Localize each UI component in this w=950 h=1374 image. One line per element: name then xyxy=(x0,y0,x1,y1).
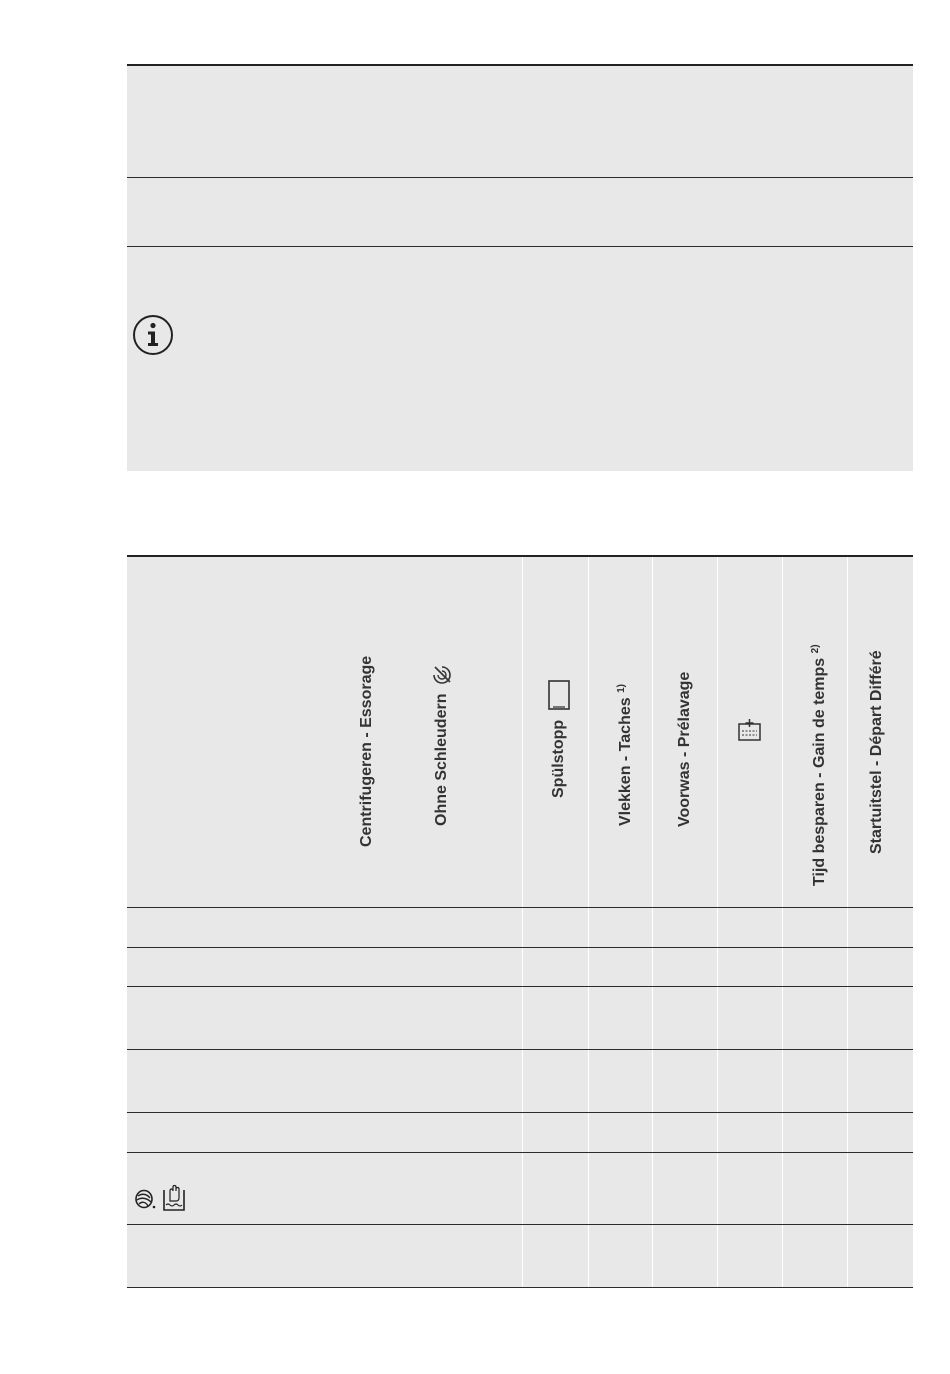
option-table-top-rule xyxy=(127,555,913,557)
header-time-save: Tijd besparen - Gain de temps $^{2)}$ xyxy=(810,644,828,886)
extra-rinse-icon xyxy=(737,717,763,743)
column-divider xyxy=(652,556,653,1287)
no-spin-icon xyxy=(432,665,452,685)
info-icon xyxy=(131,313,175,357)
table-row xyxy=(127,948,913,986)
table-rule xyxy=(127,1152,913,1153)
table-row xyxy=(127,908,913,947)
table-row xyxy=(127,1050,913,1112)
header-spin: Centrifugeren - Essorage xyxy=(358,655,375,847)
table-row xyxy=(127,1113,913,1152)
option-table-header xyxy=(127,556,913,907)
table-rule xyxy=(127,1049,913,1050)
table-rule xyxy=(127,1224,913,1225)
column-divider xyxy=(717,556,718,1287)
upper-table-row xyxy=(127,178,913,246)
header-prewash: Voorwas - Prélavage xyxy=(676,671,693,827)
header-rinse-hold: Spülstopp xyxy=(548,680,570,798)
column-divider xyxy=(782,556,783,1287)
table-rule xyxy=(127,986,913,987)
column-divider xyxy=(522,556,523,1287)
table-row xyxy=(127,1153,913,1224)
header-no-spin: Ohne Schleudern xyxy=(432,665,452,826)
column-divider xyxy=(847,556,848,1287)
table-rule xyxy=(127,947,913,948)
upper-table-row xyxy=(127,65,913,177)
wool-icon xyxy=(133,1187,157,1211)
upper-table-top-rule xyxy=(127,64,913,66)
column-divider xyxy=(588,556,589,1287)
table-rule xyxy=(127,1112,913,1113)
hand-wash-icon xyxy=(161,1184,187,1212)
table-row xyxy=(127,987,913,1049)
rinse-hold-icon xyxy=(548,680,570,710)
header-delay-start: Startuitstel - Départ Différé xyxy=(868,650,885,854)
table-rule xyxy=(127,1287,913,1288)
table-row xyxy=(127,1225,913,1287)
info-box xyxy=(127,247,913,471)
header-stains: Vlekken - Taches $^{1)}$ xyxy=(616,683,634,826)
table-rule xyxy=(127,907,913,908)
upper-table-rule xyxy=(127,177,913,178)
